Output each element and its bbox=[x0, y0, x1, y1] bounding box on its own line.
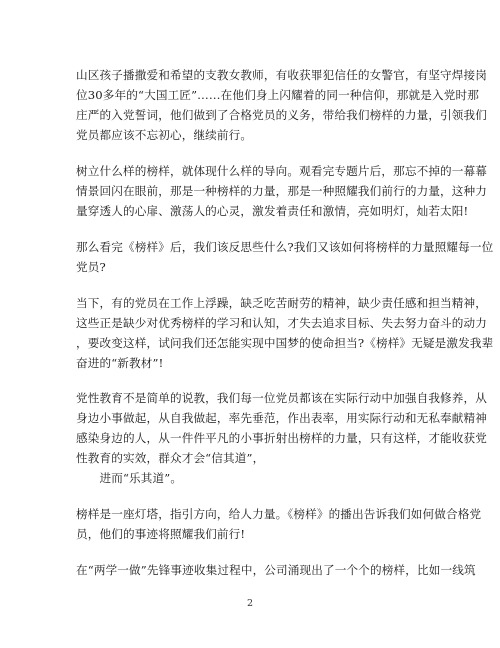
text-line: 党员都应该不忘初心，继续前行。 bbox=[76, 128, 253, 142]
text-line: 性教育的实效，群众才会“信其道”， bbox=[76, 451, 265, 465]
text-line: 党性教育不是简单的说教，我们每一位党员都该在实际行动中加强自我修养，从 bbox=[76, 391, 488, 405]
text-line: 庄严的入党誓词，他们做到了合格党员的义务，带给我们榜样的力量，引领我们 bbox=[76, 108, 488, 122]
text-line: 奋进的“新教材”! bbox=[76, 356, 164, 370]
text-line: 当下，有的党员在工作上浮躁，缺乏吃苦耐劳的精神，缺少责任感和担当精神， bbox=[76, 296, 488, 310]
page-number: 2 bbox=[246, 598, 254, 609]
text-line: 感染身边的人，从一件件平凡的小事折射出榜样的力量，只有这样，才能收获党 bbox=[76, 431, 488, 445]
text-line: 那么看完《榜样》后，我们该反思些什么?我们又该如何将榜样的力量照耀每一位 bbox=[76, 240, 494, 254]
text-line: 进而“乐其道”。 bbox=[76, 471, 183, 485]
text-line: 在“两学一做”先锋事迹收集过程中，公司涌现出了一个个的榜样，比如一线筑 bbox=[76, 563, 476, 577]
text-line: 员，他们的事迹将照耀我们前行! bbox=[76, 527, 246, 541]
text-line: 情景回闪在眼前，那是一种榜样的力量，那是一种照耀我们前行的力量，这种力 bbox=[76, 184, 488, 198]
text-line: 党员? bbox=[76, 260, 106, 274]
text-line: ，要改变这样，试问我们还怎能实现中国梦的使命担当?《榜样》无疑是激发我辈 bbox=[76, 336, 494, 350]
text-line: 这些正是缺少对优秀榜样的学习和认知，才失去追求目标、失去努力奋斗的动力 bbox=[76, 316, 488, 330]
text-line: 位30多年的“大国工匠”……在他们身上闪耀着的同一种信仰，那就是入党时那 bbox=[76, 88, 480, 102]
text-line: 榜样是一座灯塔，指引方向，给人力量。《榜样》的播出告诉我们如何做合格党 bbox=[76, 507, 482, 521]
text-line: 身边小事做起，从自我做起，率先垂范，作出表率，用实际行动和无私奉献精神 bbox=[76, 411, 488, 425]
text-line: 山区孩子播撒爱和希望的支教女教师，有收获罪犯信任的女警官，有坚守焊接岗 bbox=[76, 68, 488, 82]
text-line: 量穿透人的心扉、激荡人的心灵，激发着责任和激情，亮如明灯，灿若太阳! bbox=[76, 204, 469, 218]
text-line: 树立什么样的榜样，就体现什么样的导向。观看完专题片后，那忘不掉的一幕幕 bbox=[76, 164, 488, 178]
